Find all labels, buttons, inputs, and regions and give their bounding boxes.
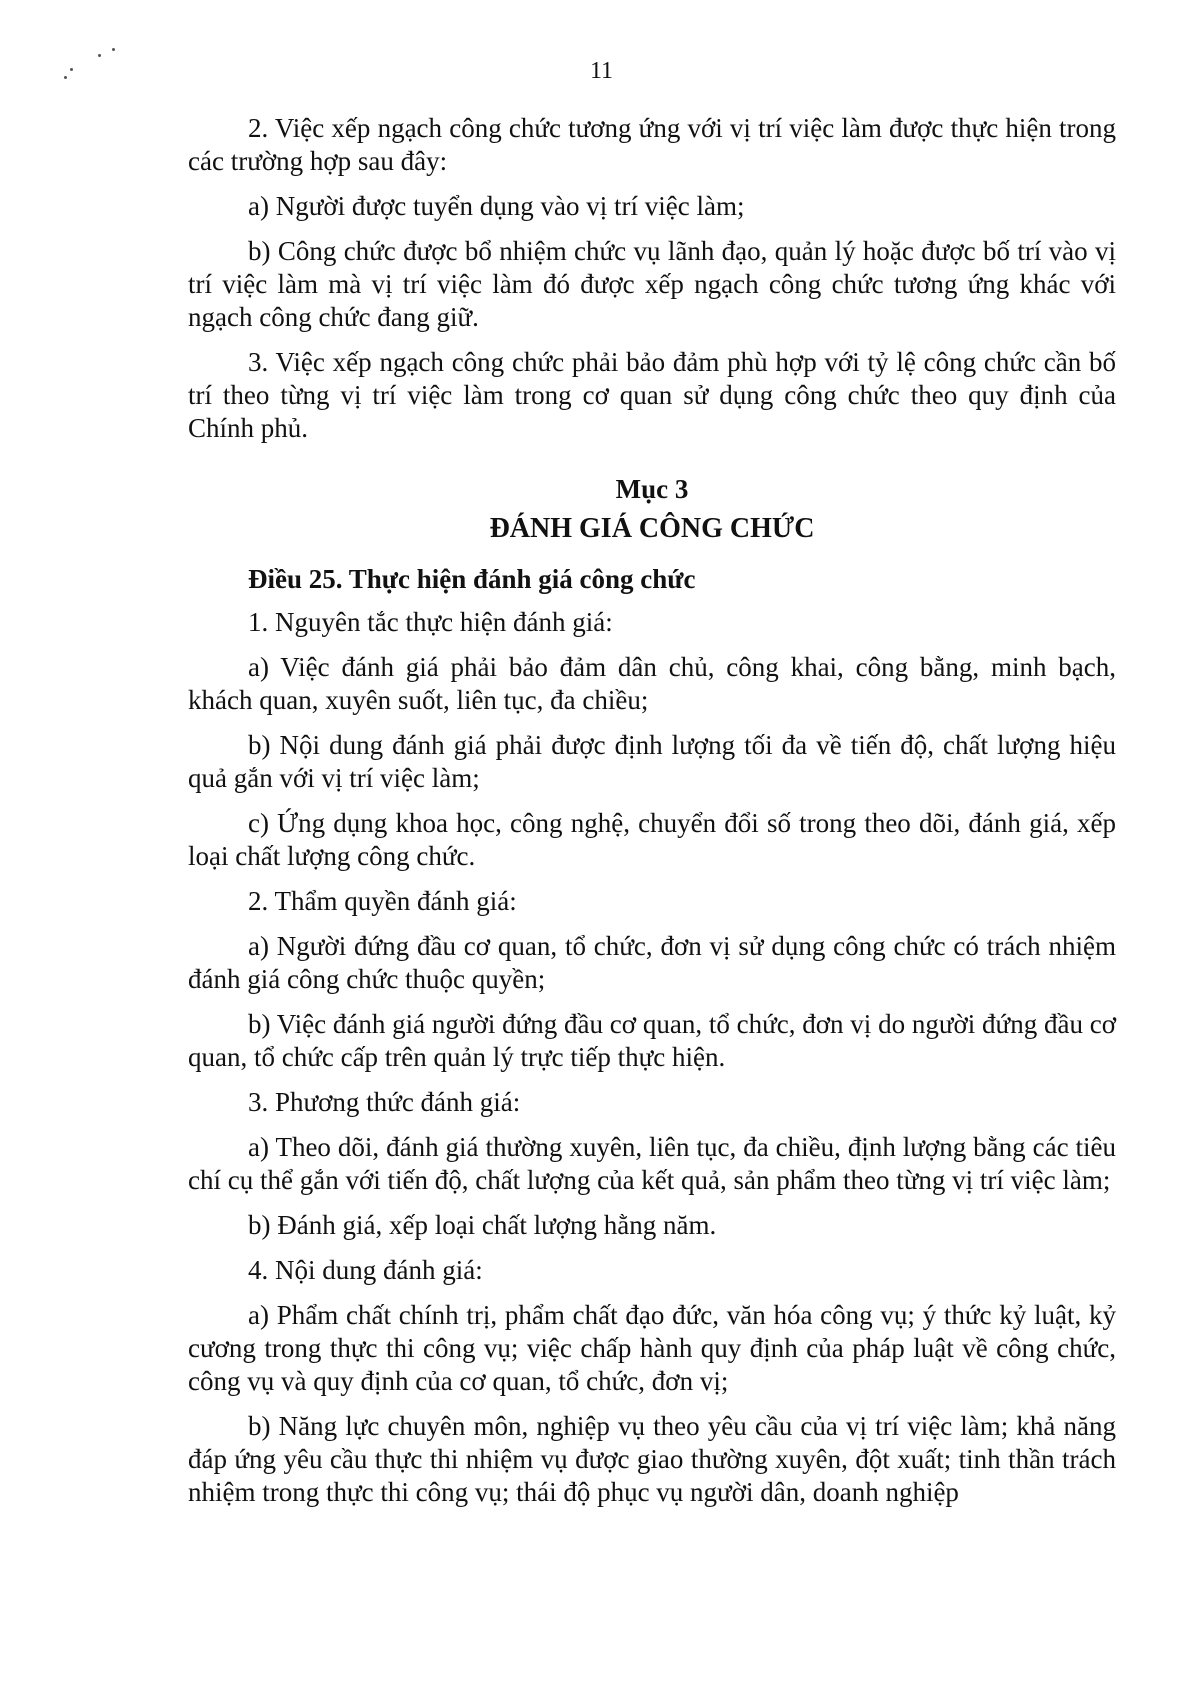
paragraph: a) Phẩm chất chính trị, phẩm chất đạo đức, văn hóa công vụ; ý thức kỷ luật, kỷ cương trong thực thi công vụ; việc chấp hành quy định của pháp luật về công chức, công vụ và quy định của cơ quan, tổ chức, đơn vị; [188, 1300, 1116, 1396]
paragraph: a) Người được tuyển dụng vào vị trí việc làm; [248, 191, 745, 221]
page-number: 11 [589, 58, 614, 84]
article-heading: Điều 25. Thực hiện đánh giá công chức [248, 564, 696, 594]
section-label: Mục 3 [615, 474, 689, 504]
section-title: ĐÁNH GIÁ CÔNG CHỨC [489, 513, 815, 544]
paragraph: a) Người đứng đầu cơ quan, tổ chức, đơn vị sử dụng công chức có trách nhiệm đánh giá công chức thuộc quyền; [188, 931, 1116, 994]
paragraph: b) Việc đánh giá người đứng đầu cơ quan, tổ chức, đơn vị do người đứng đầu cơ quan, tổ chức cấp trên quản lý trực tiếp thực hiện. [188, 1009, 1116, 1072]
paragraph: 2. Thẩm quyền đánh giá: [248, 886, 517, 916]
document-body [188, 112, 1116, 1521]
paragraph: 3. Việc xếp ngạch công chức phải bảo đảm phù hợp với tỷ lệ công chức cần bố trí theo từng vị trí việc làm trong cơ quan sử dụng công chức theo quy định của Chính phủ. [188, 347, 1116, 443]
paragraph: a) Theo dõi, đánh giá thường xuyên, liên tục, đa chiều, định lượng bằng các tiêu chí cụ thể gắn với tiến độ, chất lượng của kết quả, sản phẩm theo từng vị trí việc làm; [188, 1132, 1116, 1195]
paragraph: b) Đánh giá, xếp loại chất lượng hằng năm. [248, 1210, 717, 1240]
scan-speck [98, 54, 101, 57]
paragraph: 4. Nội dung đánh giá: [248, 1255, 483, 1285]
paragraph: 2. Việc xếp ngạch công chức tương ứng với vị trí việc làm được thực hiện trong các trường hợp sau đây: [188, 113, 1116, 176]
paragraph: b) Năng lực chuyên môn, nghiệp vụ theo yêu cầu của vị trí việc làm; khả năng đáp ứng yêu cầu thực thi nhiệm vụ được giao thường xuyên, đột xuất; tinh thần trách nhiệm trong thực thi công vụ; thái độ phục vụ người dân, doanh nghiệp [188, 1411, 1116, 1507]
paragraph: b) Công chức được bổ nhiệm chức vụ lãnh đạo, quản lý hoặc được bố trí vào vị trí việc làm mà vị trí việc làm đó được xếp ngạch công chức tương ứng khác với ngạch công chức đang giữ. [188, 236, 1116, 332]
paragraph: 3. Phương thức đánh giá: [248, 1087, 521, 1117]
paragraph: a) Việc đánh giá phải bảo đảm dân chủ, công khai, công bằng, minh bạch, khách quan, xuyên suốt, liên tục, đa chiều; [188, 652, 1116, 715]
scan-speck [112, 48, 115, 51]
paragraph: 1. Nguyên tắc thực hiện đánh giá: [248, 607, 613, 637]
paragraph: c) Ứng dụng khoa học, công nghệ, chuyển đổi số trong theo dõi, đánh giá, xếp loại chất lượng công chức. [188, 808, 1116, 871]
paragraph: b) Nội dung đánh giá phải được định lượng tối đa về tiến độ, chất lượng hiệu quả gắn với vị trí việc làm; [188, 730, 1116, 793]
